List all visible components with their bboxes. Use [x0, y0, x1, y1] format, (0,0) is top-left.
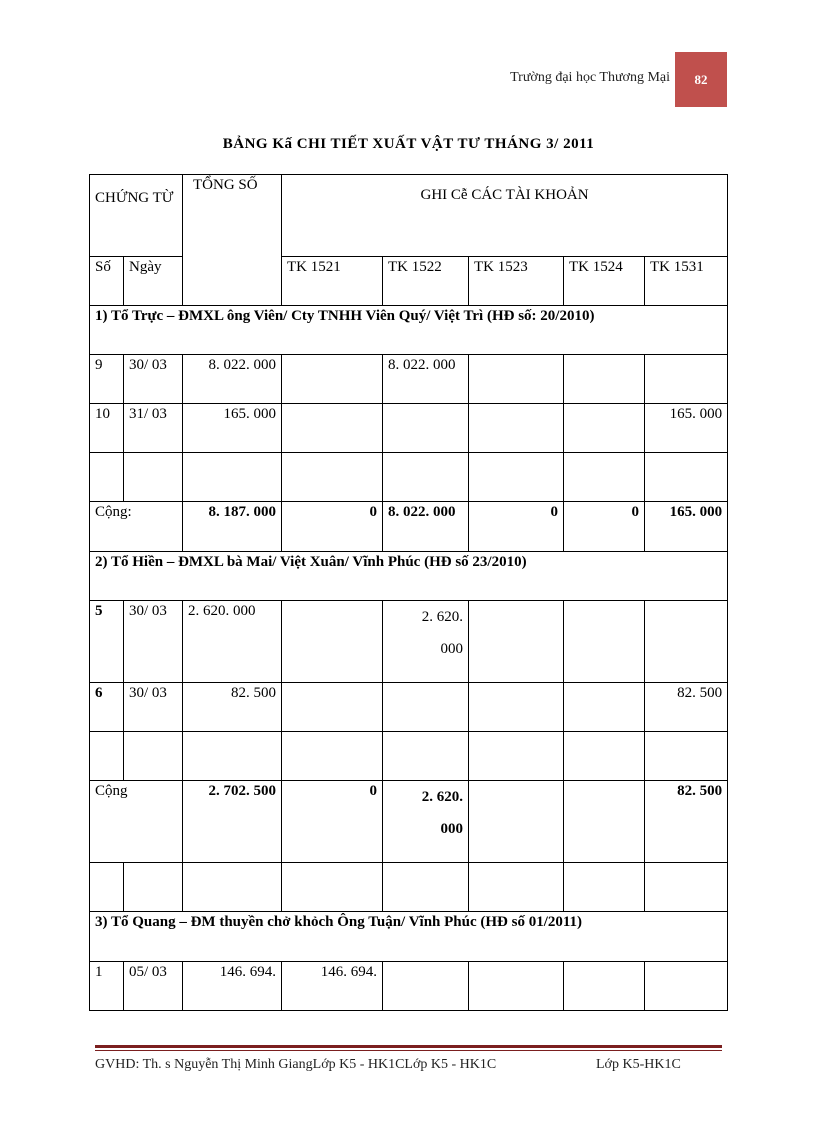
cell-ngay: 30/ 03	[124, 601, 183, 683]
cell-tk1523	[469, 355, 564, 404]
cell-tk1521	[282, 404, 383, 453]
section-title: 2) Tổ Hiền – ĐMXL bà Mai/ Việt Xuân/ Vĩnh Phúc (HĐ số 23/2010)	[90, 552, 728, 601]
total-row	[90, 502, 728, 552]
header-account: TK 1531	[645, 257, 728, 306]
total-tk1521: 0	[282, 781, 383, 863]
cell-so: 10	[90, 404, 124, 453]
total-tk1522-line2: 000	[440, 821, 464, 837]
cell-tk1522: 8. 022. 000	[383, 355, 469, 404]
header-chung-tu: CHỨNG TỪ	[90, 175, 183, 257]
cell-tong: 146. 694.	[183, 962, 282, 1011]
total-tk1522: 8. 022. 000	[383, 502, 469, 552]
total-tk1531: 165. 000	[645, 502, 728, 552]
cell-tk1531: 82. 500	[645, 683, 728, 732]
total-tk1522-line1: 2. 620.	[421, 789, 464, 805]
total-tk1531: 82. 500	[645, 781, 728, 863]
cell-tk1522	[383, 601, 469, 683]
table-row	[90, 962, 728, 1011]
header-ghi-co: GHI Cễ CÁC TÀI KHOẢN	[282, 175, 728, 257]
total-tk1523: 0	[469, 502, 564, 552]
total-tong: 8. 187. 000	[183, 502, 282, 552]
cell-tong: 8. 022. 000	[183, 355, 282, 404]
table-row	[90, 355, 728, 404]
cell-so: 5	[90, 601, 124, 683]
empty-row	[90, 453, 728, 502]
cell-tk1522	[383, 404, 469, 453]
cell-tk1531	[645, 962, 728, 1011]
empty-row	[90, 732, 728, 781]
total-tk1523	[469, 781, 564, 863]
cell-tk1531	[645, 355, 728, 404]
cell-ngay: 30/ 03	[124, 683, 183, 732]
cell-tk1524	[564, 601, 645, 683]
empty-row	[90, 863, 728, 912]
total-tong: 2. 702. 500	[183, 781, 282, 863]
page-title: BẢNG Kấ CHI TIẾT XUẤT VẬT TƯ THÁNG 3/ 2011	[222, 136, 595, 152]
cell-tk1524	[564, 404, 645, 453]
material-issue-table	[89, 174, 728, 1011]
page-number: 82	[694, 71, 708, 87]
cell-so: 1	[90, 962, 124, 1011]
cell-tk1521	[282, 601, 383, 683]
cell-tk1521	[282, 355, 383, 404]
section-heading-row	[90, 912, 728, 962]
section-title: 3) Tổ Quang – ĐM thuyền chở khỏch Ông Tuận/ Vĩnh Phúc (HĐ số 01/2011)	[90, 912, 728, 962]
section-heading-row	[90, 306, 728, 355]
cell-ngay: 05/ 03	[124, 962, 183, 1011]
total-label: Cộng:	[90, 502, 183, 552]
total-tk1524: 0	[564, 502, 645, 552]
cell-ngay: 30/ 03	[124, 355, 183, 404]
cell-tong: 82. 500	[183, 683, 282, 732]
section-title: 1) Tổ Trực – ĐMXL ông Viên/ Cty TNHH Viên Quý/ Việt Trì (HĐ số: 20/2010)	[90, 306, 728, 355]
cell-so: 9	[90, 355, 124, 404]
table-row	[90, 683, 728, 732]
cell-tk1524	[564, 355, 645, 404]
footer-instructor: GVHD: Th. s Nguyễn Thị Minh GiangLớp K5 - HK1CLớp K5 - HK1C	[95, 1057, 497, 1072]
cell-tong: 165. 000	[183, 404, 282, 453]
total-tk1524	[564, 781, 645, 863]
cell-tk1524	[564, 683, 645, 732]
cell-ngay: 31/ 03	[124, 404, 183, 453]
cell-tk1523	[469, 683, 564, 732]
cell-tk1531: 165. 000	[645, 404, 728, 453]
cell-tk1524	[564, 962, 645, 1011]
header-account: TK 1524	[564, 257, 645, 306]
total-tk1521: 0	[282, 502, 383, 552]
cell-tk1522	[383, 962, 469, 1011]
total-row	[90, 781, 728, 863]
header-account: TK 1523	[469, 257, 564, 306]
table-header-row	[90, 175, 728, 257]
section-heading-row	[90, 552, 728, 601]
cell-tk1531	[645, 601, 728, 683]
cell-tk1523	[469, 601, 564, 683]
page-number-badge	[675, 52, 727, 107]
total-tk1522	[383, 781, 469, 863]
footer-rule-thick	[95, 1045, 722, 1048]
cell-tk1523	[469, 962, 564, 1011]
cell-tk1521: 146. 694.	[282, 962, 383, 1011]
cell-tk1522-line1: 2. 620.	[421, 609, 464, 625]
header-account: TK 1522	[383, 257, 469, 306]
cell-tk1521	[282, 683, 383, 732]
header-account: TK 1521	[282, 257, 383, 306]
header-school: Trường đại học Thương Mại	[510, 70, 670, 85]
table-row	[90, 404, 728, 453]
cell-tong: 2. 620. 000	[183, 601, 282, 683]
footer-rule-thin	[95, 1050, 722, 1051]
total-label: Cộng	[90, 781, 183, 863]
cell-tk1522-line2: 000	[440, 641, 464, 657]
footer-class: Lớp K5-HK1C	[596, 1057, 681, 1072]
header-ngay: Ngày	[124, 257, 183, 306]
cell-tk1523	[469, 404, 564, 453]
header-tong-so: TỔNG SỐ	[183, 175, 282, 306]
table-row	[90, 601, 728, 683]
cell-tk1522	[383, 683, 469, 732]
header-so: Số	[90, 257, 124, 306]
cell-so: 6	[90, 683, 124, 732]
